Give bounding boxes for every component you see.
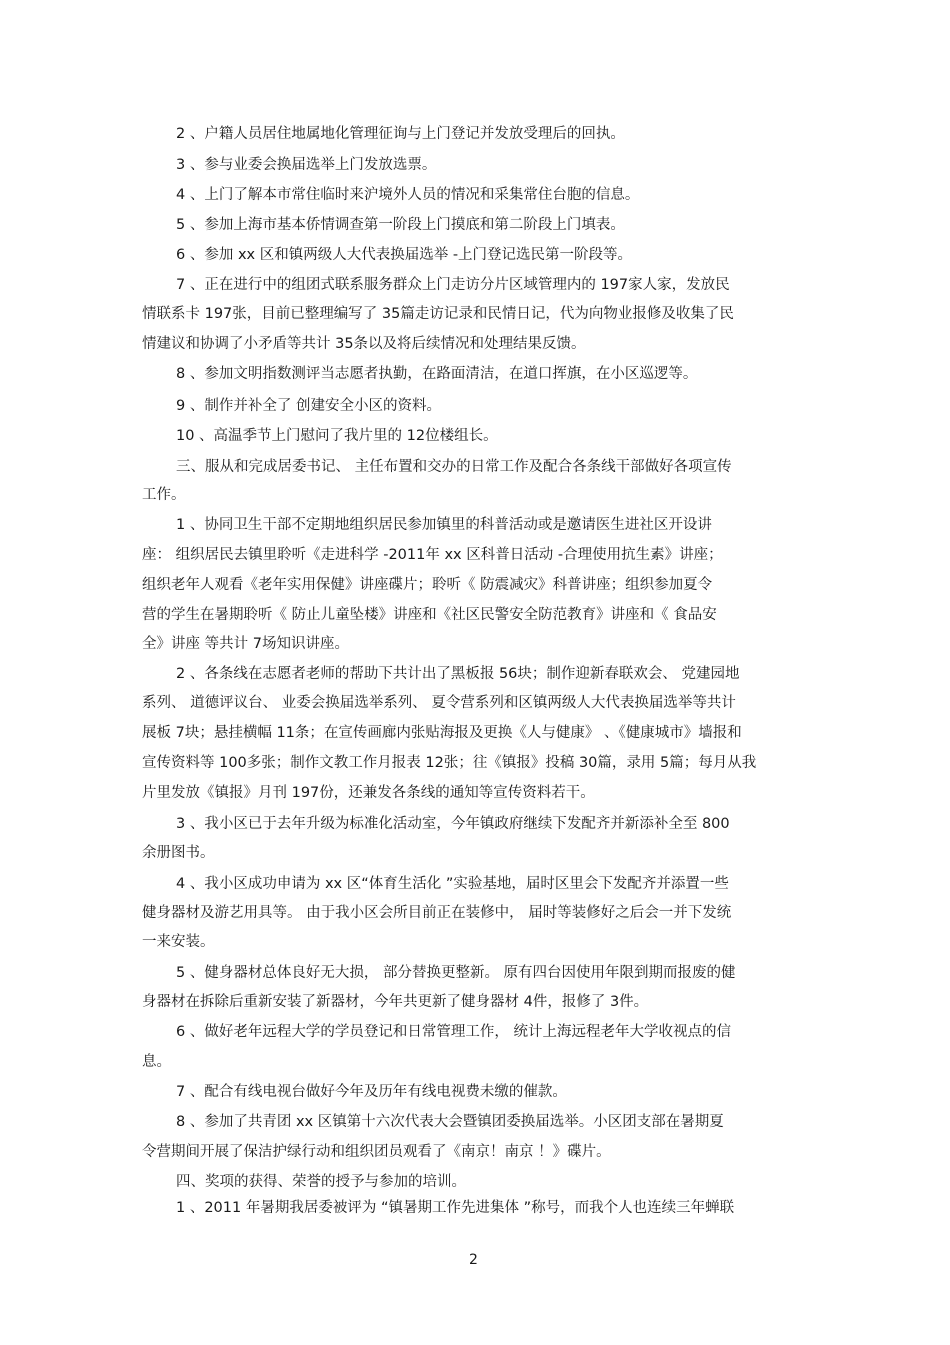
text-line: 座： 组织居民去镇里聆听《走进科学 -2011年 xx 区科普日活动 -合理使用抗生素》讲座； — [142, 547, 723, 563]
text-line: 全》讲座 等共计 7场知识讲座。 — [142, 636, 349, 652]
text-line: 身器材在拆除后重新安装了新器材，今年共更新了健身器材 4件，报修了 3件。 — [142, 994, 649, 1010]
text-line: 营的学生在暑期聆听《 防止儿童坠楼》讲座和《社区民警安全防范教育》讲座和《 食品安 — [142, 607, 717, 623]
text-line: 宣传资料等 100多张；制作文教工作月报表 12张；往《镇报》投稿 30篇，录用 5篇；每月从我 — [142, 755, 757, 771]
text-line: 情联系卡 197张，目前已整理编写了 35篇走访记录和民情日记，代为向物业报修及收集了民 — [142, 306, 734, 322]
text-line: 7 、配合有线电视台做好今年及历年有线电视费未缴的催款。 — [176, 1084, 567, 1100]
text-line: 四、奖项的获得、荣誉的授予与参加的培训。 — [176, 1174, 466, 1190]
text-line: 7 、正在进行中的组团式联系服务群众上门走访分片区域管理内的 197家人家，发放民 — [176, 277, 730, 293]
text-line: 5 、健身器材总体良好无大损， 部分替换更整新。 原有四台因使用年限到期而报废的健 — [176, 965, 736, 981]
text-line: 1 、协同卫生干部不定期地组织居民参加镇里的科普活动或是邀请医生进社区开设讲 — [176, 517, 712, 533]
text-line: 9 、制作并补全了 创建安全小区的资料。 — [176, 398, 441, 414]
text-line: 片里发放《镇报》月刊 197份，还兼发各条线的通知等宣传资料若干。 — [142, 785, 595, 801]
text-line: 4 、我小区成功申请为 xx 区“体育生活化 ”实验基地，届时区里会下发配齐并添置一些 — [176, 876, 729, 892]
text-line: 5 、参加上海市基本侨情调查第一阶段上门摸底和第二阶段上门填表。 — [176, 217, 625, 233]
text-line: 6 、参加 xx 区和镇两级人大代表换届选举 -上门登记选民第一阶段等。 — [176, 247, 633, 263]
text-line: 一来安装。 — [142, 934, 215, 950]
text-line: 组织老年人观看《老年实用保健》讲座碟片；聆听《 防震减灾》科普讲座；组织参加夏令 — [142, 577, 713, 593]
text-line: 10 、高温季节上门慰问了我片里的 12位楼组长。 — [176, 428, 498, 444]
text-line: 健身器材及游艺用具等。 由于我小区会所目前正在装修中， 届时等装修好之后会一并下发统 — [142, 905, 732, 921]
text-line: 工作。 — [142, 487, 186, 503]
text-line: 2 、各条线在志愿者老师的帮助下共计出了黑板报 56块；制作迎新春联欢会、 党建园地 — [176, 666, 740, 682]
text-line: 6 、做好老年远程大学的学员登记和日常管理工作， 统计上海远程老年大学收视点的信 — [176, 1024, 731, 1040]
text-line: 3 、参与业委会换届选举上门发放选票。 — [176, 157, 437, 173]
text-line: 令营期间开展了保洁护绿行动和组织团员观看了《南京！南京 ！》碟片。 — [142, 1144, 611, 1160]
text-line: 3 、我小区已于去年升级为标准化活动室，今年镇政府继续下发配齐并新添补全至 800 — [176, 816, 730, 832]
text-line: 余册图书。 — [142, 845, 215, 861]
page-number: 2 — [469, 1252, 478, 1268]
text-line: 系列、 道德评议台、 业委会换届选举系列、 夏令营系列和区镇两级人大代表换届选举等共计 — [142, 695, 736, 711]
text-line: 4 、上门了解本市常住临时来沪境外人员的情况和采集常住台胞的信息。 — [176, 187, 640, 203]
text-line: 2 、户籍人员居住地属地化管理征询与上门登记并发放受理后的回执。 — [176, 126, 625, 142]
text-line: 8 、参加了共青团 xx 区镇第十六次代表大会暨镇团委换届选举。小区团支部在暑期夏 — [176, 1114, 724, 1130]
text-line: 息。 — [142, 1054, 171, 1070]
text-line: 8 、参加文明指数测评当志愿者执勤，在路面清洁，在道口挥旗，在小区巡逻等。 — [176, 366, 698, 382]
text-line: 情建议和协调了小矛盾等共计 35条以及将后续情况和处理结果反馈。 — [142, 336, 586, 352]
text-line: 三、服从和完成居委书记、 主任布置和交办的日常工作及配合各条线干部做好各项宣传 — [176, 459, 732, 475]
text-line: 1 、2011 年暑期我居委被评为 “镇暑期工作先进集体 ”称号，而我个人也连续三年蝉联 — [176, 1200, 735, 1216]
text-line: 展板 7块；悬挂横幅 11条；在宣传画廊内张贴海报及更换《人与健康》 、《健康城市》墙报和 — [142, 725, 742, 741]
